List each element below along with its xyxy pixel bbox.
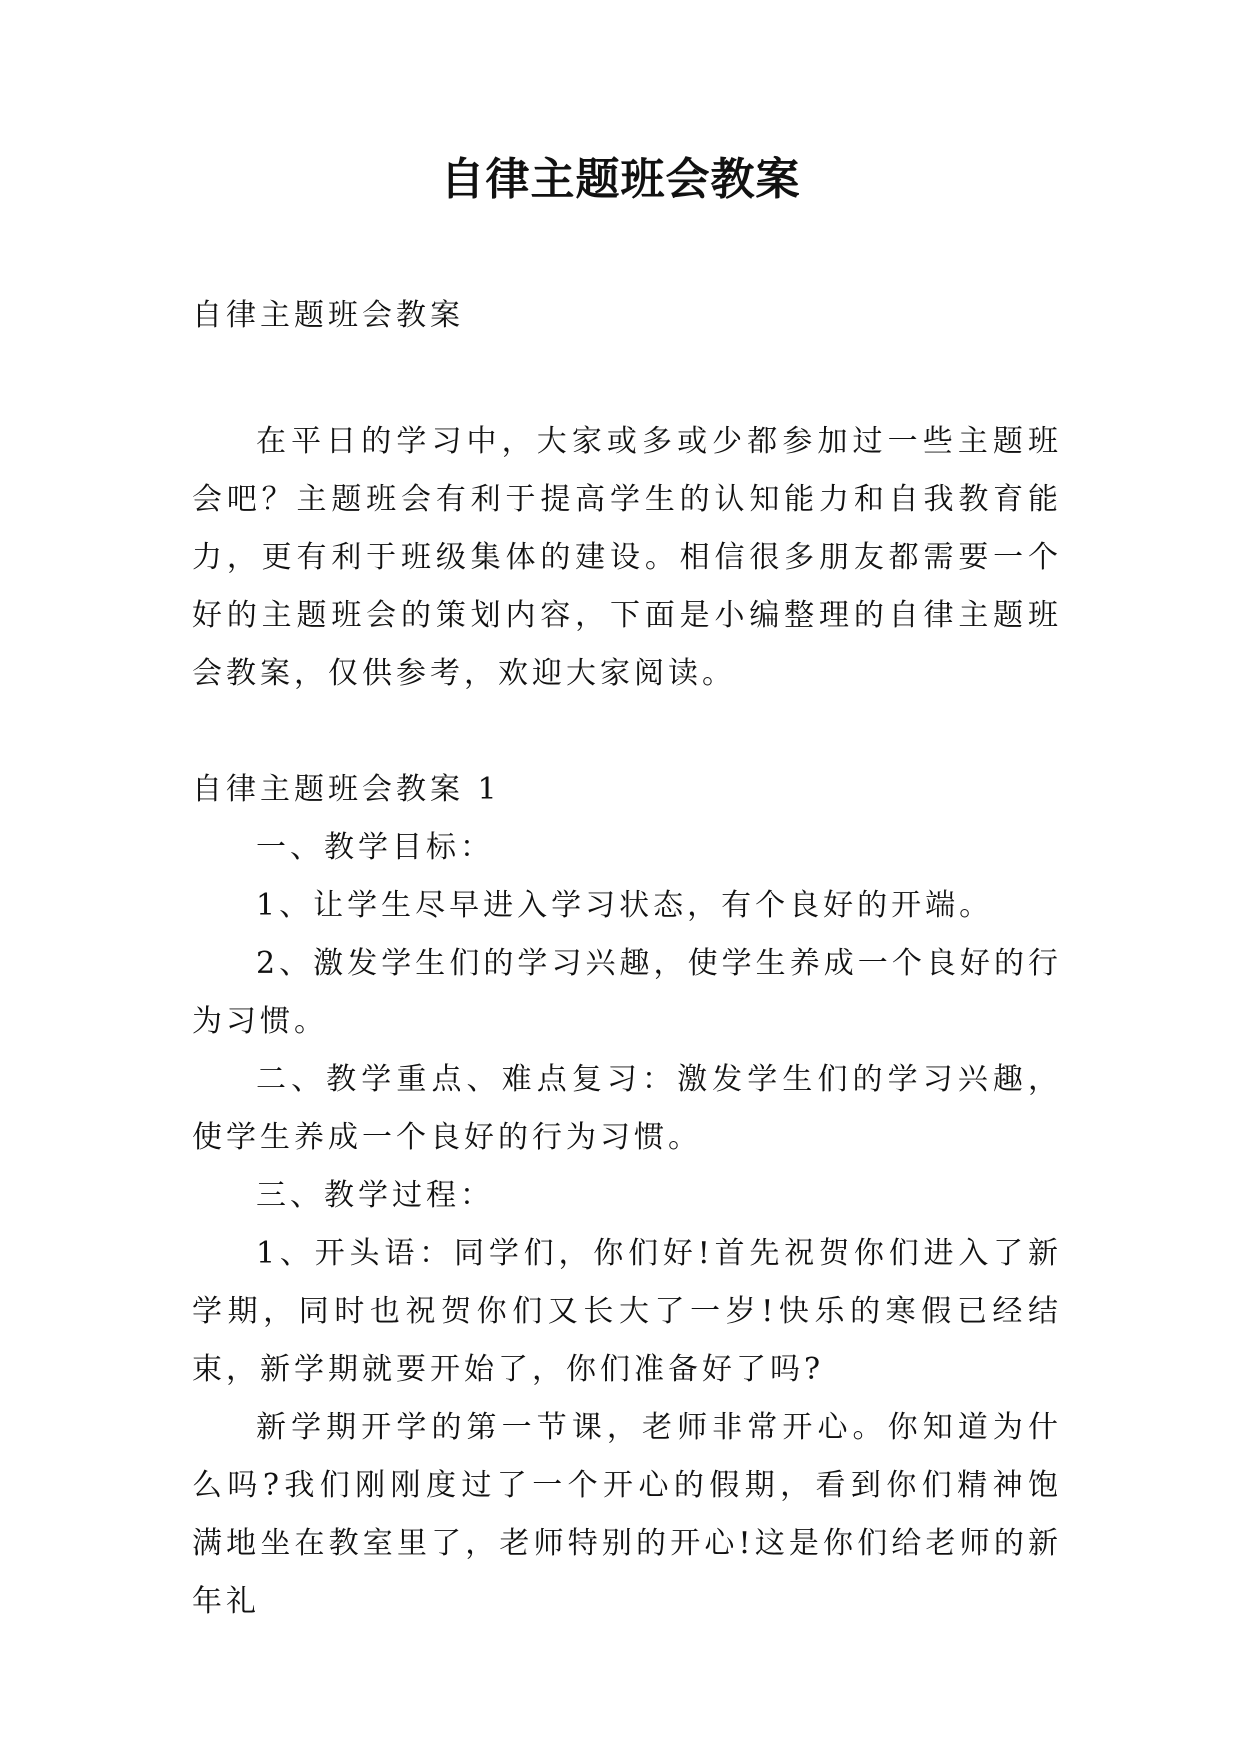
process-heading: 三、教学过程： bbox=[256, 1178, 494, 1213]
document-title: 自律主题班会教案 bbox=[440, 154, 801, 205]
objective-item-1: 1、让学生尽早进入学习状态，有个良好的开端。 bbox=[256, 888, 994, 923]
first-lesson-paragraph: 新学期开学的第一节课，老师非常开心。你知道为什么吗?我们刚刚度过了一个开心的假期，看到你们精神饱满地坐在教室里了，老师特别的开心!这是你们给老师的新年礼 bbox=[192, 1410, 1062, 1619]
opening-paragraph: 1、开头语：同学们，你们好!首先祝贺你们进入了新学期，同时也祝贺你们又长大了一岁!快乐的寒假已经结束，新学期就要开始了，你们准备好了吗? bbox=[192, 1236, 1062, 1387]
key-points-paragraph: 二、教学重点、难点复习：激发学生们的学习兴趣，使学生养成一个良好的行为习惯。 bbox=[192, 1062, 1062, 1155]
objective-item-2: 2、激发学生们的学习兴趣，使学生养成一个良好的行为习惯。 bbox=[192, 946, 1062, 1039]
section-heading: 自律主题班会教案 1 bbox=[192, 772, 501, 807]
intro-paragraph: 在平日的学习中，大家或多或少都参加过一些主题班会吧？主题班会有利于提高学生的认知能力和自我教育能力，更有利于班级集体的建设。相信很多朋友都需要一个好的主题班会的策划内容，下面是小编整理的自律主题班会教案，仅供参考，欢迎大家阅读。 bbox=[192, 424, 1062, 691]
document-subtitle: 自律主题班会教案 bbox=[192, 298, 464, 333]
objectives-heading: 一、教学目标： bbox=[256, 830, 494, 865]
document-body bbox=[192, 287, 1062, 1631]
